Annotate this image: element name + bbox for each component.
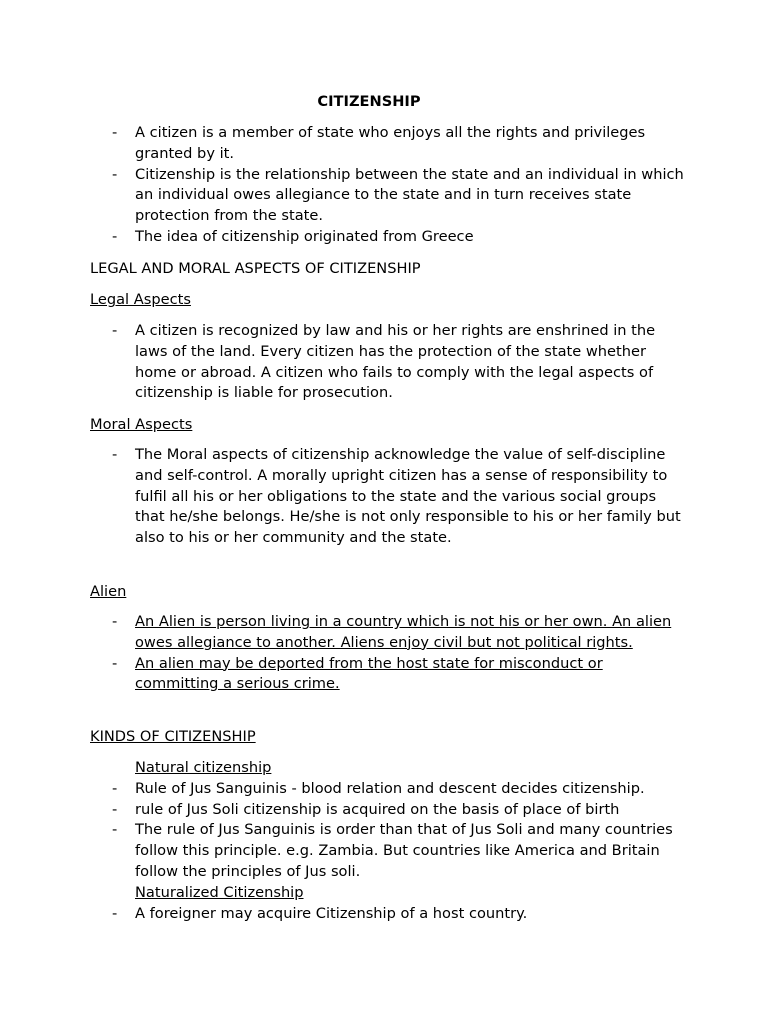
list-item: - A citizen is a member of state who enjoys all the rights and privileges granted by it. (112, 124, 646, 162)
alien-section (90, 612, 690, 695)
moral-list (90, 445, 690, 549)
intro-list (90, 123, 690, 248)
bullet-dash: - (112, 654, 118, 672)
list-item: - The Moral aspects of citizenship acknowledge the value of self-discipline and self-control. A morally upright citizen has a sense of responsibility to fulfil all his or her obligations to the state and the various social groups that he/she belongs. He/she is not only responsible to his or her family but also to his or her community and the state. (112, 446, 681, 547)
bullet-dash: - (112, 821, 118, 839)
kinds-heading: KINDS OF CITIZENSHIP (90, 728, 256, 745)
bullet-dash: - (112, 165, 118, 183)
kinds-section (90, 758, 690, 924)
legal-heading: Legal Aspects (90, 291, 191, 308)
list-item: - An Alien is person living in a country which is not his or her own. An alien owes allegiance to another. Aliens enjoy civil but not political rights. (112, 613, 672, 651)
naturalized-citizenship-heading: Naturalized Citizenship (135, 883, 304, 901)
alien-list (90, 612, 690, 695)
natural-list (90, 779, 690, 883)
naturalized-list (90, 904, 690, 925)
list-item: - The rule of Jus Sanguinis is order than that of Jus Soli and many countries follow this principle. e.g. Zambia. But countries like America and Britain follow the principles of Jus soli. (112, 821, 673, 880)
list-item: - rule of Jus Soli citizenship is acquired on the basis of place of birth (90, 800, 690, 821)
section-heading: LEGAL AND MORAL ASPECTS OF CITIZENSHIP (90, 260, 421, 277)
bullet-dash: - (112, 446, 118, 463)
bullet-dash: - (112, 904, 118, 922)
list-item: - A foreigner may acquire Citizenship of a host country. (90, 904, 690, 925)
bullet-dash: - (112, 227, 118, 245)
alien-heading: Alien (90, 583, 127, 600)
list-item: - Rule of Jus Sanguinis - blood relation and descent decides citizenship. (90, 779, 690, 800)
legal-section (90, 321, 690, 404)
bullet-dash: - (112, 613, 118, 630)
bullet-dash: - (112, 779, 118, 797)
intro-section (90, 123, 690, 248)
bullet-dash: - (112, 322, 118, 339)
moral-section (90, 445, 690, 549)
natural-citizenship-heading: Natural citizenship (135, 759, 272, 776)
list-item: - The idea of citizenship originated from Greece (90, 227, 690, 248)
bullet-dash: - (112, 124, 118, 141)
list-item: - A citizen is recognized by law and his or her rights are enshrined in the laws of the land. Every citizen has the protection of the state whether home or abroad. A citizen who fails to comply with the legal aspects of citizenship is liable for prosecution. (112, 322, 656, 402)
bullet-dash: - (112, 800, 118, 818)
list-item: - An alien may be deported from the host state for misconduct or committing a serious crime. (112, 654, 603, 693)
list-item: - Citizenship is the relationship between the state and an individual in which an individual owes allegiance to the state and in turn receives state protection from the state. (112, 165, 684, 225)
moral-heading: Moral Aspects (90, 416, 193, 433)
legal-list (90, 321, 690, 404)
page-title: CITIZENSHIP (317, 93, 421, 110)
